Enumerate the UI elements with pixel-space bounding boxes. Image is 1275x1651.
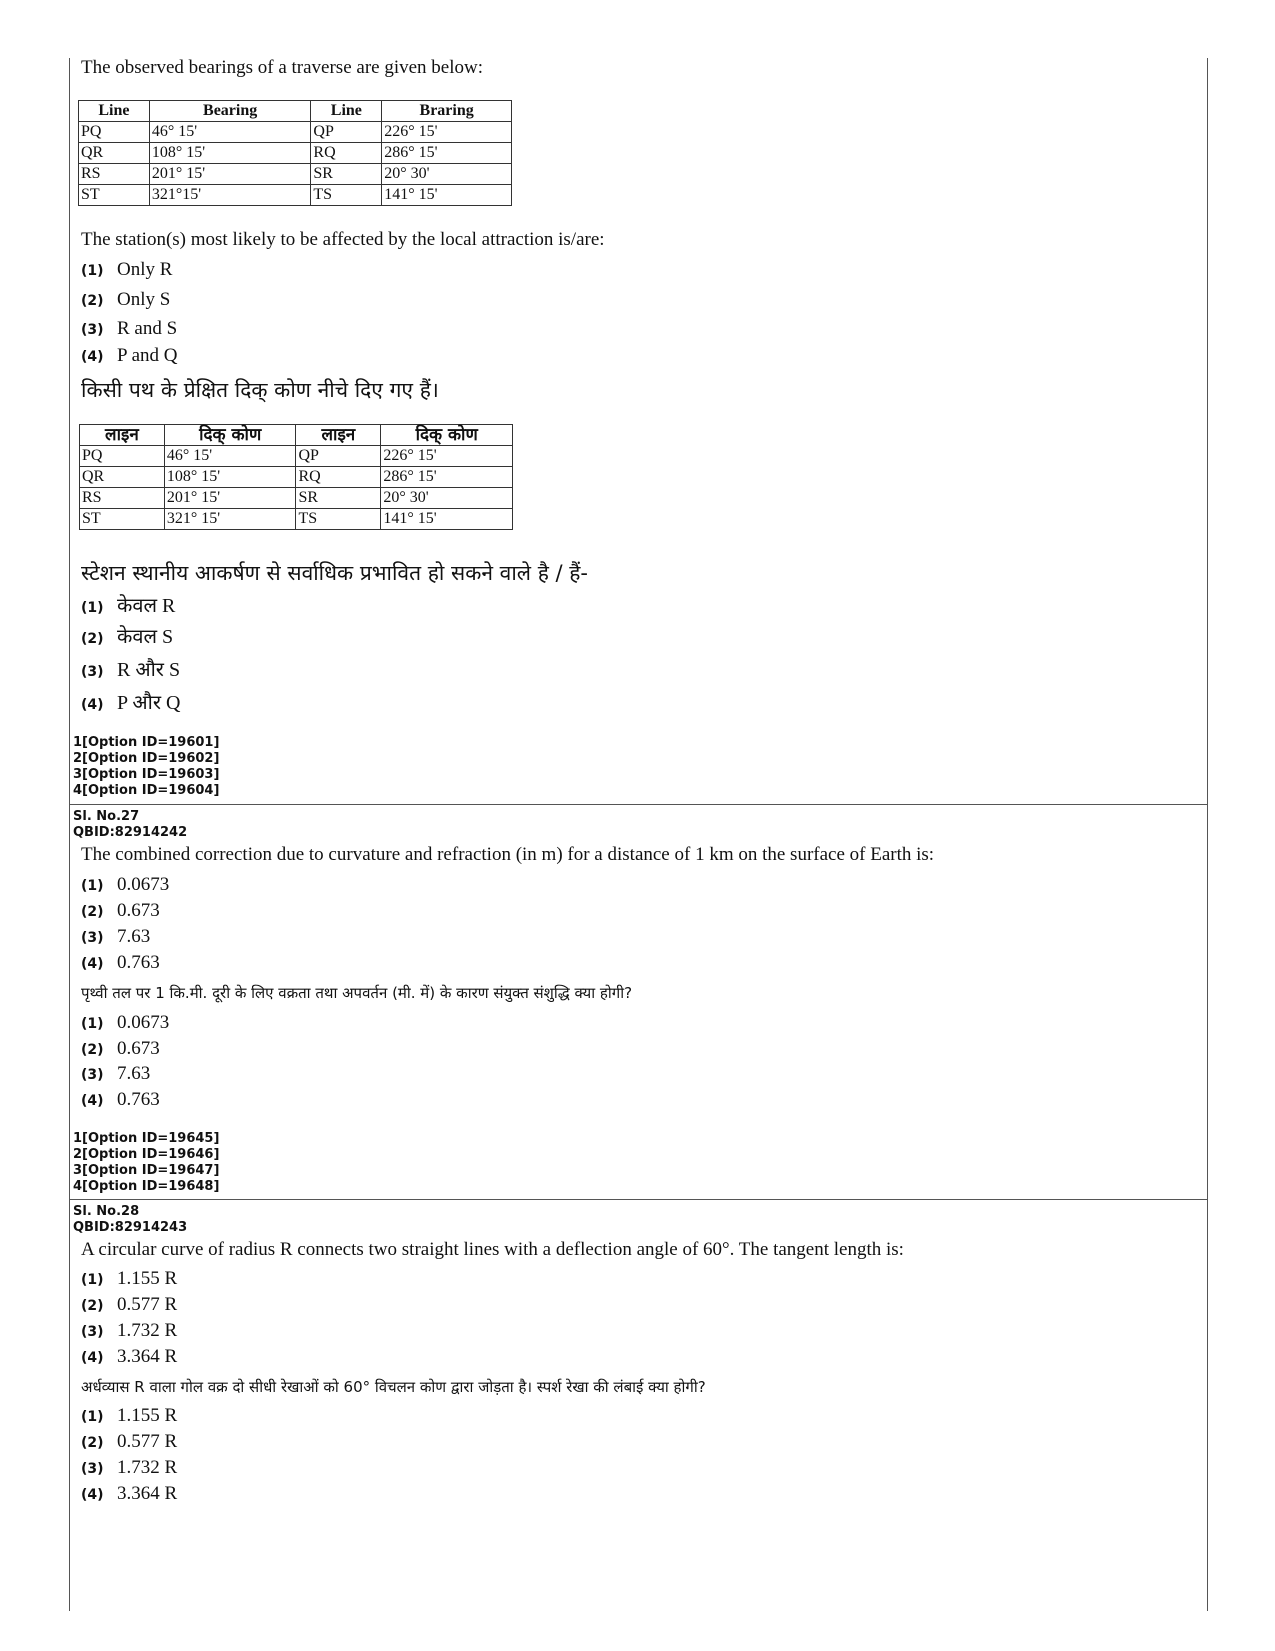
option-text: 0.0673 [117, 1012, 170, 1033]
question-26 [69, 0, 1208, 820]
table-cell: QP [296, 446, 381, 467]
option-number: (1) [81, 878, 104, 894]
option-2[interactable] [81, 289, 170, 313]
option-4-hi[interactable] [81, 1483, 177, 1507]
option-number: (4) [81, 349, 104, 365]
option-text: केवल S [117, 626, 174, 648]
option-text: 1.155 R [117, 1268, 178, 1289]
option-id: 2[Option ID=19602] [73, 751, 220, 766]
option-number: (4) [81, 1350, 104, 1366]
option-text: Only S [117, 289, 171, 310]
question-28 [69, 1200, 1208, 1600]
option-id: 1[Option ID=19645] [73, 1131, 220, 1146]
table-cell: RS [80, 488, 165, 509]
option-number: (1) [81, 1409, 104, 1425]
table-row [79, 122, 512, 143]
option-number: (4) [81, 1487, 104, 1503]
option-number: (4) [81, 1093, 104, 1109]
table-cell: 46° 15' [164, 446, 296, 467]
option-text: 0.577 R [117, 1431, 178, 1452]
option-number: (1) [81, 263, 104, 279]
question-text-hi: किसी पथ के प्रेक्षित दिक् कोण नीचे दिए गए हैं। [81, 378, 439, 402]
table-cell: 20° 30' [381, 488, 513, 509]
table-cell: 286° 15' [381, 467, 513, 488]
table-cell: 321° 15' [164, 509, 296, 530]
option-number: (3) [81, 1324, 104, 1340]
option-3[interactable] [81, 926, 150, 950]
question-text-en: A circular curve of radius R connects two straight lines with a deflection angle of 60°. The tangent length is: [81, 1239, 904, 1260]
option-number: (2) [81, 631, 104, 647]
table-cell: 46° 15' [149, 122, 311, 143]
table-cell: 226° 15' [382, 122, 512, 143]
option-number: (2) [81, 1298, 104, 1314]
table-cell: ST [79, 185, 150, 206]
option-text: 0.0673 [117, 874, 170, 895]
option-text: 1.732 R [117, 1320, 178, 1341]
option-number: (4) [81, 697, 104, 713]
question-text-hi: पृथ्वी तल पर 1 कि.मी. दूरी के लिए वक्रता तथा अपवर्तन (मी. में) के कारण संयुक्त संशुद्धि क्या होगी? [81, 984, 633, 1002]
option-1-hi[interactable] [81, 591, 175, 619]
question-meta [73, 1204, 187, 1236]
table-row [80, 446, 513, 467]
table-cell: RQ [296, 467, 381, 488]
question-text-hi: अर्धव्यास R वाला गोल वक्र दो सीधी रेखाओं को 60° विचलन कोण द्वारा जोड़ता है। स्पर्श रेखा की लंबाई क्या होगी? [81, 1378, 706, 1396]
option-1[interactable] [81, 1268, 177, 1292]
option-text: Only R [117, 259, 173, 280]
option-4[interactable] [81, 1346, 177, 1370]
question-text-en: The combined correction due to curvature and refraction (in m) for a distance of 1 km on the surface of Earth is: [81, 844, 935, 865]
table-cell: PQ [80, 446, 165, 467]
option-1-hi[interactable] [81, 1405, 177, 1429]
question-27 [69, 805, 1208, 1195]
table-cell: 201° 15' [149, 164, 311, 185]
table-header: दिक् कोण [381, 425, 513, 446]
option-1[interactable] [81, 259, 172, 283]
option-number: (2) [81, 904, 104, 920]
table-cell: QP [311, 122, 382, 143]
option-text: R और S [117, 659, 181, 681]
table-cell: 108° 15' [164, 467, 296, 488]
option-number: (3) [81, 322, 104, 338]
option-text: 0.763 [117, 952, 160, 973]
option-4[interactable] [81, 952, 160, 976]
option-id: 4[Option ID=19648] [73, 1179, 220, 1194]
option-text: 0.763 [117, 1089, 160, 1110]
table-cell: RS [79, 164, 150, 185]
option-number: (1) [81, 1016, 104, 1032]
table-cell: RQ [311, 143, 382, 164]
option-4-hi[interactable] [81, 688, 180, 716]
option-number: (1) [81, 1272, 104, 1288]
option-2-hi[interactable] [81, 622, 173, 650]
table-header: Line [79, 101, 150, 122]
option-number: (3) [81, 664, 104, 680]
table-header: Line [311, 101, 382, 122]
table-cell: 108° 15' [149, 143, 311, 164]
option-text: P and Q [117, 345, 178, 366]
table-header: लाइन [80, 425, 165, 446]
option-number: (1) [81, 600, 104, 616]
table-row [80, 467, 513, 488]
option-id: 1[Option ID=19601] [73, 735, 220, 750]
table-cell: 20° 30' [382, 164, 512, 185]
question-meta [73, 809, 187, 841]
table-cell: QR [79, 143, 150, 164]
option-3-hi[interactable] [81, 1063, 150, 1087]
option-text: 3.364 R [117, 1483, 178, 1504]
option-id: 4[Option ID=19604] [73, 783, 220, 798]
option-2[interactable] [81, 900, 160, 924]
table-cell: 226° 15' [381, 446, 513, 467]
option-1[interactable] [81, 874, 169, 898]
table-cell: ST [80, 509, 165, 530]
table-row [80, 509, 513, 530]
bearing-table-hi [79, 424, 513, 530]
table-cell: 141° 15' [381, 509, 513, 530]
table-header: दिक् कोण [164, 425, 296, 446]
table-header: Braring [382, 101, 512, 122]
option-id: 3[Option ID=19603] [73, 767, 220, 782]
table-row [79, 164, 512, 185]
option-text: 3.364 R [117, 1346, 178, 1367]
option-3[interactable] [81, 1320, 177, 1344]
table-cell: 201° 15' [164, 488, 296, 509]
serial-number: Sl. No.27 [73, 809, 140, 824]
option-id: 3[Option ID=19647] [73, 1163, 220, 1178]
option-number: (2) [81, 1435, 104, 1451]
table-header-row [80, 425, 513, 446]
option-2-hi[interactable] [81, 1038, 160, 1062]
option-number: (3) [81, 1461, 104, 1477]
table-cell: 286° 15' [382, 143, 512, 164]
option-number: (4) [81, 956, 104, 972]
table-cell: TS [311, 185, 382, 206]
option-text: 0.673 [117, 1038, 160, 1059]
option-text: P और Q [117, 692, 181, 714]
option-text: केवल R [117, 595, 176, 617]
prompt-text-hi: स्टेशन स्थानीय आकर्षण से सर्वाधिक प्रभावित हो सकने वाले है / हैं- [81, 561, 589, 585]
option-text: 0.577 R [117, 1294, 178, 1315]
table-header: लाइन [296, 425, 381, 446]
table-header: Bearing [149, 101, 311, 122]
option-text: 1.155 R [117, 1405, 178, 1426]
option-text: 7.63 [117, 1063, 151, 1084]
option-ids [73, 1131, 219, 1195]
prompt-text-en: The station(s) most likely to be affected by the local attraction is/are: [81, 229, 605, 250]
option-4[interactable] [81, 345, 178, 369]
qbid: QBID:82914242 [73, 825, 188, 840]
option-number: (2) [81, 1042, 104, 1058]
option-text: 1.732 R [117, 1457, 178, 1478]
table-cell: 141° 15' [382, 185, 512, 206]
option-text: 7.63 [117, 926, 151, 947]
option-3[interactable] [81, 318, 177, 342]
question-text-en: The observed bearings of a traverse are given below: [81, 57, 483, 78]
table-cell: TS [296, 509, 381, 530]
table-row [79, 143, 512, 164]
option-text: 0.673 [117, 900, 160, 921]
option-number: (2) [81, 293, 104, 309]
option-number: (3) [81, 1067, 104, 1083]
option-ids [73, 735, 219, 799]
table-row [79, 185, 512, 206]
table-cell: 321°15' [149, 185, 311, 206]
table-cell: PQ [79, 122, 150, 143]
qbid: QBID:82914243 [73, 1220, 188, 1235]
option-3-hi[interactable] [81, 1457, 177, 1481]
table-cell: SR [311, 164, 382, 185]
table-cell: QR [80, 467, 165, 488]
table-header-row [79, 101, 512, 122]
option-2-hi[interactable] [81, 1431, 177, 1455]
bearing-table-en [78, 100, 512, 206]
serial-number: Sl. No.28 [73, 1204, 140, 1219]
option-1-hi[interactable] [81, 1012, 169, 1036]
option-2[interactable] [81, 1294, 177, 1318]
option-4-hi[interactable] [81, 1089, 160, 1113]
table-cell: SR [296, 488, 381, 509]
option-id: 2[Option ID=19646] [73, 1147, 220, 1162]
table-row [80, 488, 513, 509]
option-text: R and S [117, 318, 178, 339]
option-3-hi[interactable] [81, 655, 180, 683]
option-number: (3) [81, 930, 104, 946]
